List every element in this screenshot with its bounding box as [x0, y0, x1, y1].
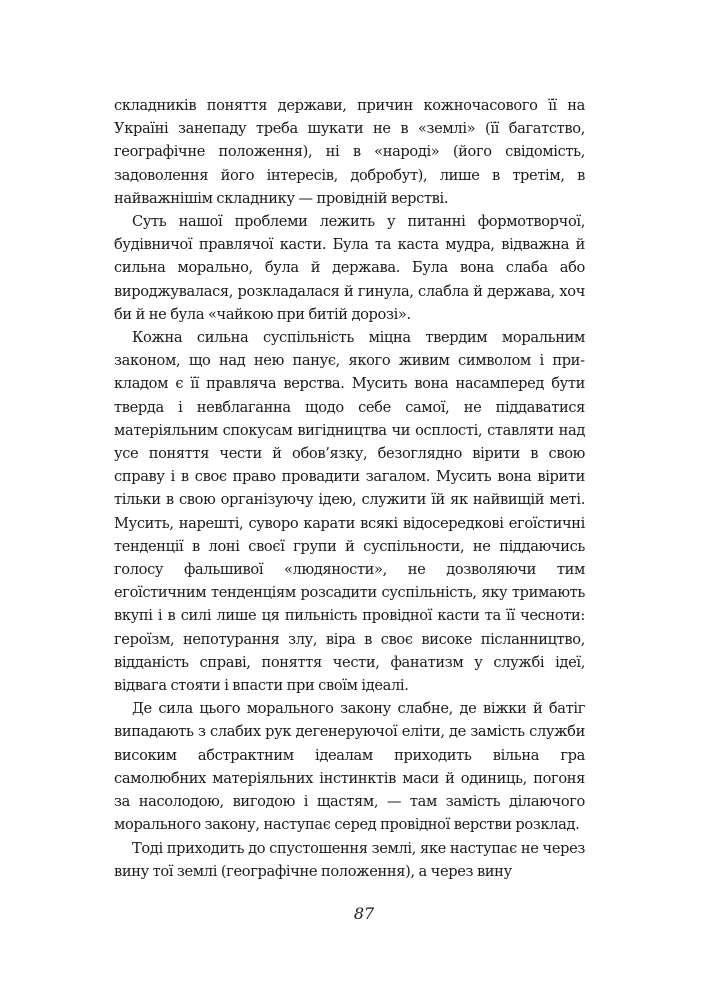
page-number: 87	[353, 904, 375, 923]
paragraph: Кожна сильна суспільність міцна твердим моральним законом, що над нею панує, якого живим символом і прикладом є її правляча верства. Мусить вона насамперед бути тверда і невблаганна щодо себе самої, не піддаватися матеріяльним спокусам вигідництва чи осплості, ставляти над усе поняття чести й обов’язку, безоглядно вірити в свою справу і в своє право провадити загалом. Мусить вона вірити тільки в свою організуючу ідею, служити їй як найвищій меті. Мусить, нарешті, суворо карати всякі відосередкові егоїстичні тенденції в лоні своєї групи й суспільности, не піддаючись голосу фальшивої «людяности», не дозволяючи тим егоїстичним тенденціям розсадити суспільність, яку тримають вкупі і в силі лише ця пильність провідної касти та її чесноти: героїзм, непотурання злу, віра в своє високе післанництво, відданість справі, поняття чести, фанатизм у службі ідеї, відвага стояти і впасти при своїм ідеалі.	[114, 329, 585, 695]
paragraph-continuation: складників поняття держави, причин кожночасового її на Україні занепаду треба шукати не в «землі» (її багатство, географічне положення), ні в «народі» (його свідомість, задоволення його інтересів, добробут), лише в третім, в найважнішім складнику — провідній верстві.	[114, 97, 585, 207]
paragraph: Тоді приходить до спустошення землі, яке наступає не через вину тої землі (географічне положення), а через вину	[114, 839, 585, 880]
paragraph: Суть нашої проблеми лежить у питанні формотворчої, будівничої правлячої касти. Була та каста мудра, відважна й сильна морально, була й держава. Була вона слаба або вироджувалася, розкладалася й гинула, слабла й держава, хоч би й не була «чайкою при битій дорозі».	[114, 213, 585, 323]
paragraph: Де сила цього морального закону слабне, де віжки й батіг випадають з слабих рук дегенеруючої еліти, де замість служби високим абстрактним ідеалам приходить вільна гра самолюбних матеріяльних інстинктів маси й одиниць, погоня за насолодою, вигодою і щастям, — там замість ділаючого морального закону, наступає серед провідної верстви розклад.	[114, 700, 585, 834]
body-text	[114, 94, 585, 883]
